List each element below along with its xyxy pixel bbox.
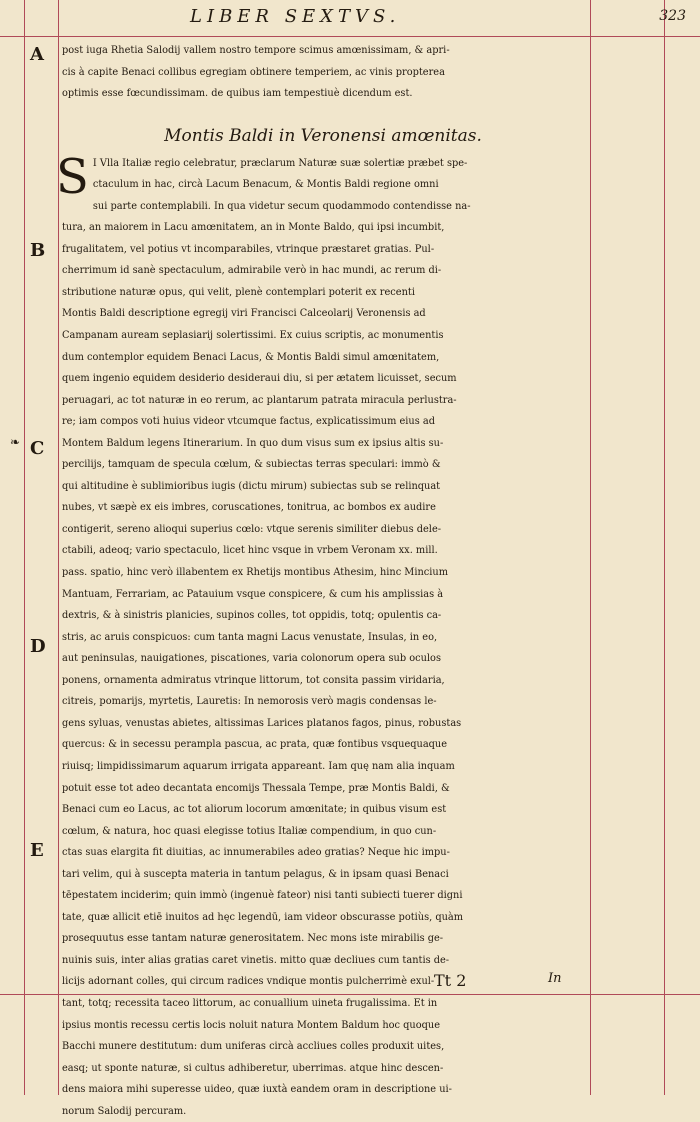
text-line: Bacchi munere destitutum: dum uniferas circà accliues colles produxit uites, xyxy=(62,1041,445,1053)
text-line: ipsius montis recessu certis locis noluit natura Montem Baldum hoc quoque xyxy=(62,1019,441,1031)
text-line: easq; ut sponte naturæ, si cultus adhiberetur, uberrimas. atque hinc descen- xyxy=(62,1062,444,1074)
text-line: aut peninsulas, nauigationes, piscationes, varia colonorum opera sub oculos xyxy=(62,653,441,665)
text-line: norum Salodij percuram. xyxy=(62,1105,187,1117)
text-right-rule xyxy=(590,0,591,1095)
fleuron-icon: ❧ xyxy=(10,435,21,449)
text-line: citreis, pomarijs, myrtetis, Lauretis: In nemorosis verò magis condensas le- xyxy=(62,696,437,708)
margin-marker-a: A xyxy=(30,44,44,65)
text-line: tari velim, qui à suscepta materia in tantum pelagus, & in ipsam quasi Benaci xyxy=(62,868,449,880)
catchword: In xyxy=(548,971,562,986)
text-line: quem ingenio equidem desiderio desideraui diu, si per ætatem licuisset, secum xyxy=(62,373,457,385)
text-line: nuinis suis, inter alias gratias caret vinetis. mitto quæ decliues cum tantis de- xyxy=(62,954,450,966)
text-line: tēpestatem inciderim; quin immò (ingenuè fateor) nisi tanti subiecti tuerer digni xyxy=(62,890,463,902)
text-line: gens syluas, venustas abietes, altissimas Larices platanos fagos, pinus, robustas xyxy=(62,717,462,729)
text-line: nubes, vt sæpè ex eis imbres, coruscationes, tonitrua, ac bombos ex audire xyxy=(62,502,436,514)
text-line: I Vlla Italiæ regio celebratur, præclarum Naturæ suæ solertiæ præbet spe- xyxy=(92,157,468,169)
text-line: peruagari, ac tot naturæ in eo rerum, ac plantarum patrata miracula perlustra- xyxy=(62,394,457,406)
text-line: cis à capite Benaci collibus egregiam obtinere temperiem, ac vinis propterea xyxy=(62,66,445,78)
text-line: ctaculum in hac, circà Lacum Benacum, & Montis Baldi regione omni xyxy=(92,179,439,191)
text-line: quercus: & in secessu perampla pascua, ac prata, quæ fontibus vsquequaque xyxy=(62,739,448,751)
signature-mark: Tt 2 xyxy=(434,971,467,990)
margin-marker-b: B xyxy=(30,240,46,261)
text-line: sui parte contemplabili. In qua videtur secum quodammodo contendisse na- xyxy=(92,200,471,212)
text-line: Benaci cum eo Lacus, ac tot aliorum locorum amœnitate; in quibus visum est xyxy=(62,804,447,816)
running-head: LIBER SEXTVS. xyxy=(190,6,401,27)
text-line: qui altitudine è sublimioribus iugis (dictu mirum) subiectas sub se relinquat xyxy=(62,480,441,492)
text-line: contigerit, sereno alioqui superius cœlo: vtque serenis similiter diebus dele- xyxy=(62,523,442,535)
text-line: dextris, & à sinistris planicies, supinos colles, tot oppidis, totq; opulentis ca- xyxy=(62,610,442,622)
page-number: 323 xyxy=(659,8,686,24)
left-margin-rule xyxy=(24,0,25,1095)
margin-marker-d: D xyxy=(30,636,46,657)
text-line: dum contemplor equidem Benaci Lacus, & Montis Baldi simul amœnitatem, xyxy=(62,351,440,363)
text-line: Montis Baldi descriptione egregij viri Francisci Calceolarij Veronensis ad xyxy=(62,308,426,320)
text-line: prosequutus esse tantam naturæ generositatem. Nec mons iste mirabilis ge- xyxy=(62,933,444,945)
margin-marker-c: C xyxy=(30,438,45,459)
text-line: licijs adornant colles, qui circum radices vndique montis pulcherrimè exul- xyxy=(62,976,435,988)
text-line: percilijs, tamquam de specula cœlum, & subiectas terras speculari: immò & xyxy=(62,459,441,471)
text-line: Campanam auream seplasiarij solertissimi. Ex cuius scriptis, ac monumentis xyxy=(62,330,444,342)
text-line: re; iam compos voti huius videor vtcumque factus, explicatissimum eius ad xyxy=(62,416,435,428)
text-line: stributione naturæ opus, qui velit, plenè contemplari poterit ex recenti xyxy=(62,286,415,298)
text-line: ponens, ornamenta admiratus vtrinque littorum, tot consita passim viridaria, xyxy=(62,674,445,686)
text-line: optimis esse fœcundissimam. de quibus iam tempestiuè dicendum est. xyxy=(62,88,413,100)
margin-marker-e: E xyxy=(30,840,44,861)
text-line: ctabili, adeoq; vario spectaculo, licet hinc vsque in vrbem Veronam xx. mill. xyxy=(62,545,438,557)
text-line: ctas suas elargita fit diuitias, ac innumerabiles adeo gratias? Neque hic impu- xyxy=(62,847,450,859)
text-line: cœlum, & natura, hoc quasi elegisse totius Italiæ compendium, in quo cun- xyxy=(62,825,437,837)
text-line: tant, totq; recessita taceo littorum, ac conuallium uineta frugalissima. Et in xyxy=(62,997,438,1009)
text-line: tate, quæ allicit etiē inuitos ad hęc legendū, iam videor obscurasse potiùs, quàm xyxy=(62,911,464,923)
text-line: Montem Baldum legens Itinerarium. In quo dum visus sum ex ipsius altis su- xyxy=(62,437,444,449)
text-line: riuisq; limpidissimarum aquarum irrigata appareant. Iam quę nam alia inquam xyxy=(62,760,455,772)
text-line: tura, an maiorem in Lacu amœnitatem, an in Monte Baldo, qui ipsi incumbit, xyxy=(62,222,445,234)
drop-cap: S xyxy=(56,148,89,205)
text-line: post iuga Rhetia Salodij vallem nostro tempore scimus amœnissimam, & apri- xyxy=(62,45,450,56)
text-line: pass. spatio, hinc verò illabentem ex Rhetijs montibus Athesim, hinc Mincium xyxy=(62,567,449,579)
section-heading: Montis Baldi in Veronensi amœnitas. xyxy=(164,125,482,146)
right-margin-rule xyxy=(664,0,665,1095)
text-line: cherrimum id sanè spectaculum, admirabile verò in hac mundi, ac rerum di- xyxy=(62,265,442,277)
body-text xyxy=(56,40,584,1122)
text-line: Mantuam, Ferrariam, ac Patauium vsque conspicere, & cum his amplissias à xyxy=(62,588,444,600)
header-rule xyxy=(0,36,700,37)
text-line: potuit esse tot adeo decantata encomijs Thessala Tempe, præ Montis Baldi, & xyxy=(62,782,450,794)
text-line: frugalitatem, vel potius vt incomparabiles, vtrinque præstaret gratias. Pul- xyxy=(62,243,435,255)
text-line: dens maiora mihi superesse uideo, quæ iuxtà eandem oram in descriptione ui- xyxy=(62,1084,452,1096)
main-paragraph xyxy=(56,148,584,1122)
text-line: stris, ac aruis conspicuos: cum tanta magni Lacus venustate, Insulas, in eo, xyxy=(62,631,438,643)
